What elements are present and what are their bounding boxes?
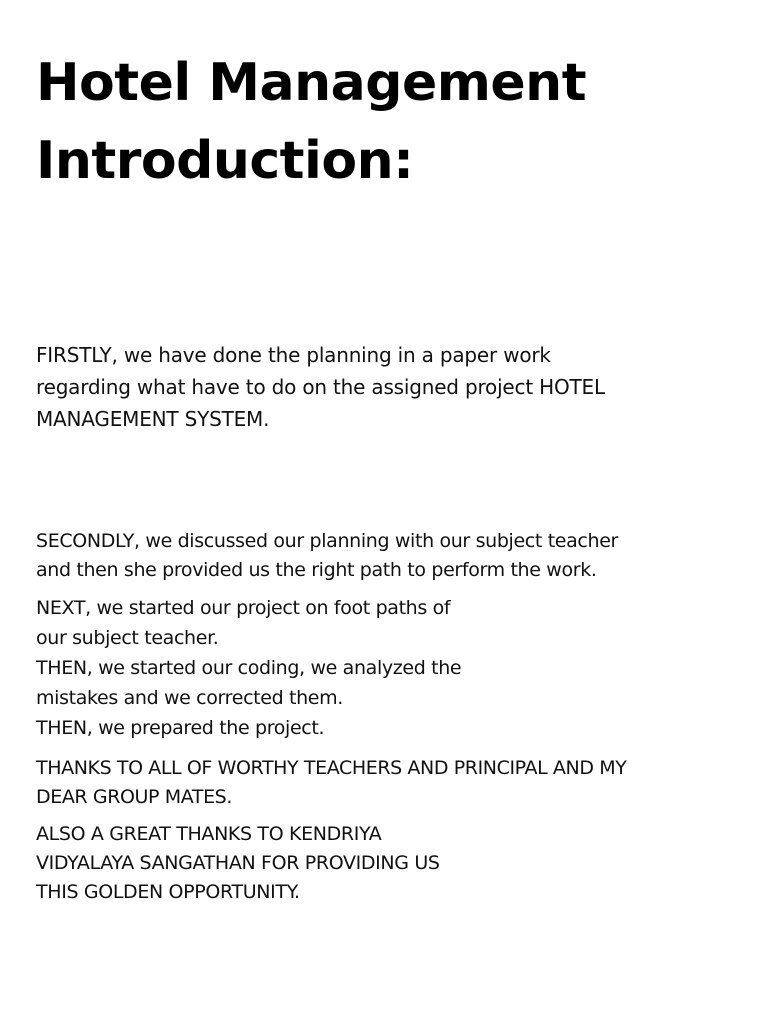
text-line: and then she provided us the right path to perform the work. (36, 559, 597, 581)
text-line: VIDYALAYA SANGATHAN FOR PROVIDING US (36, 852, 440, 874)
paragraph-thanks (36, 754, 626, 812)
text-line: regarding what have to do on the assigned project HOTEL (36, 375, 605, 399)
paragraph-acknowledgement (36, 820, 440, 907)
text-line: MANAGEMENT SYSTEM. (36, 407, 270, 431)
paragraph-secondly (36, 527, 618, 585)
paragraph-next (36, 593, 461, 743)
title-line: Introduction: (36, 131, 414, 191)
text-line: mistakes and we corrected them. (36, 687, 343, 709)
text-line: THEN, we prepared the project. (36, 717, 325, 739)
text-line: THEN, we started our coding, we analyzed the (36, 657, 462, 679)
text-line: DEAR GROUP MATES. (36, 786, 232, 808)
text-line: SECONDLY, we discussed our planning with our subject teacher (36, 530, 619, 552)
text-line: THIS GOLDEN OPPORTUNITY. (36, 881, 300, 903)
paragraph-firstly (36, 339, 605, 435)
text-line: FIRSTLY, we have done the planning in a paper work (36, 343, 551, 367)
page-title (36, 44, 586, 200)
text-line: ALSO A GREAT THANKS TO KENDRIYA (36, 823, 382, 845)
text-line: THANKS TO ALL OF WORTHY TEACHERS AND PRINCIPAL AND MY (36, 757, 627, 779)
text-line: NEXT, we started our project on foot paths of (36, 597, 451, 619)
title-line: Hotel Management (36, 53, 587, 113)
text-line: our subject teacher. (36, 627, 219, 649)
